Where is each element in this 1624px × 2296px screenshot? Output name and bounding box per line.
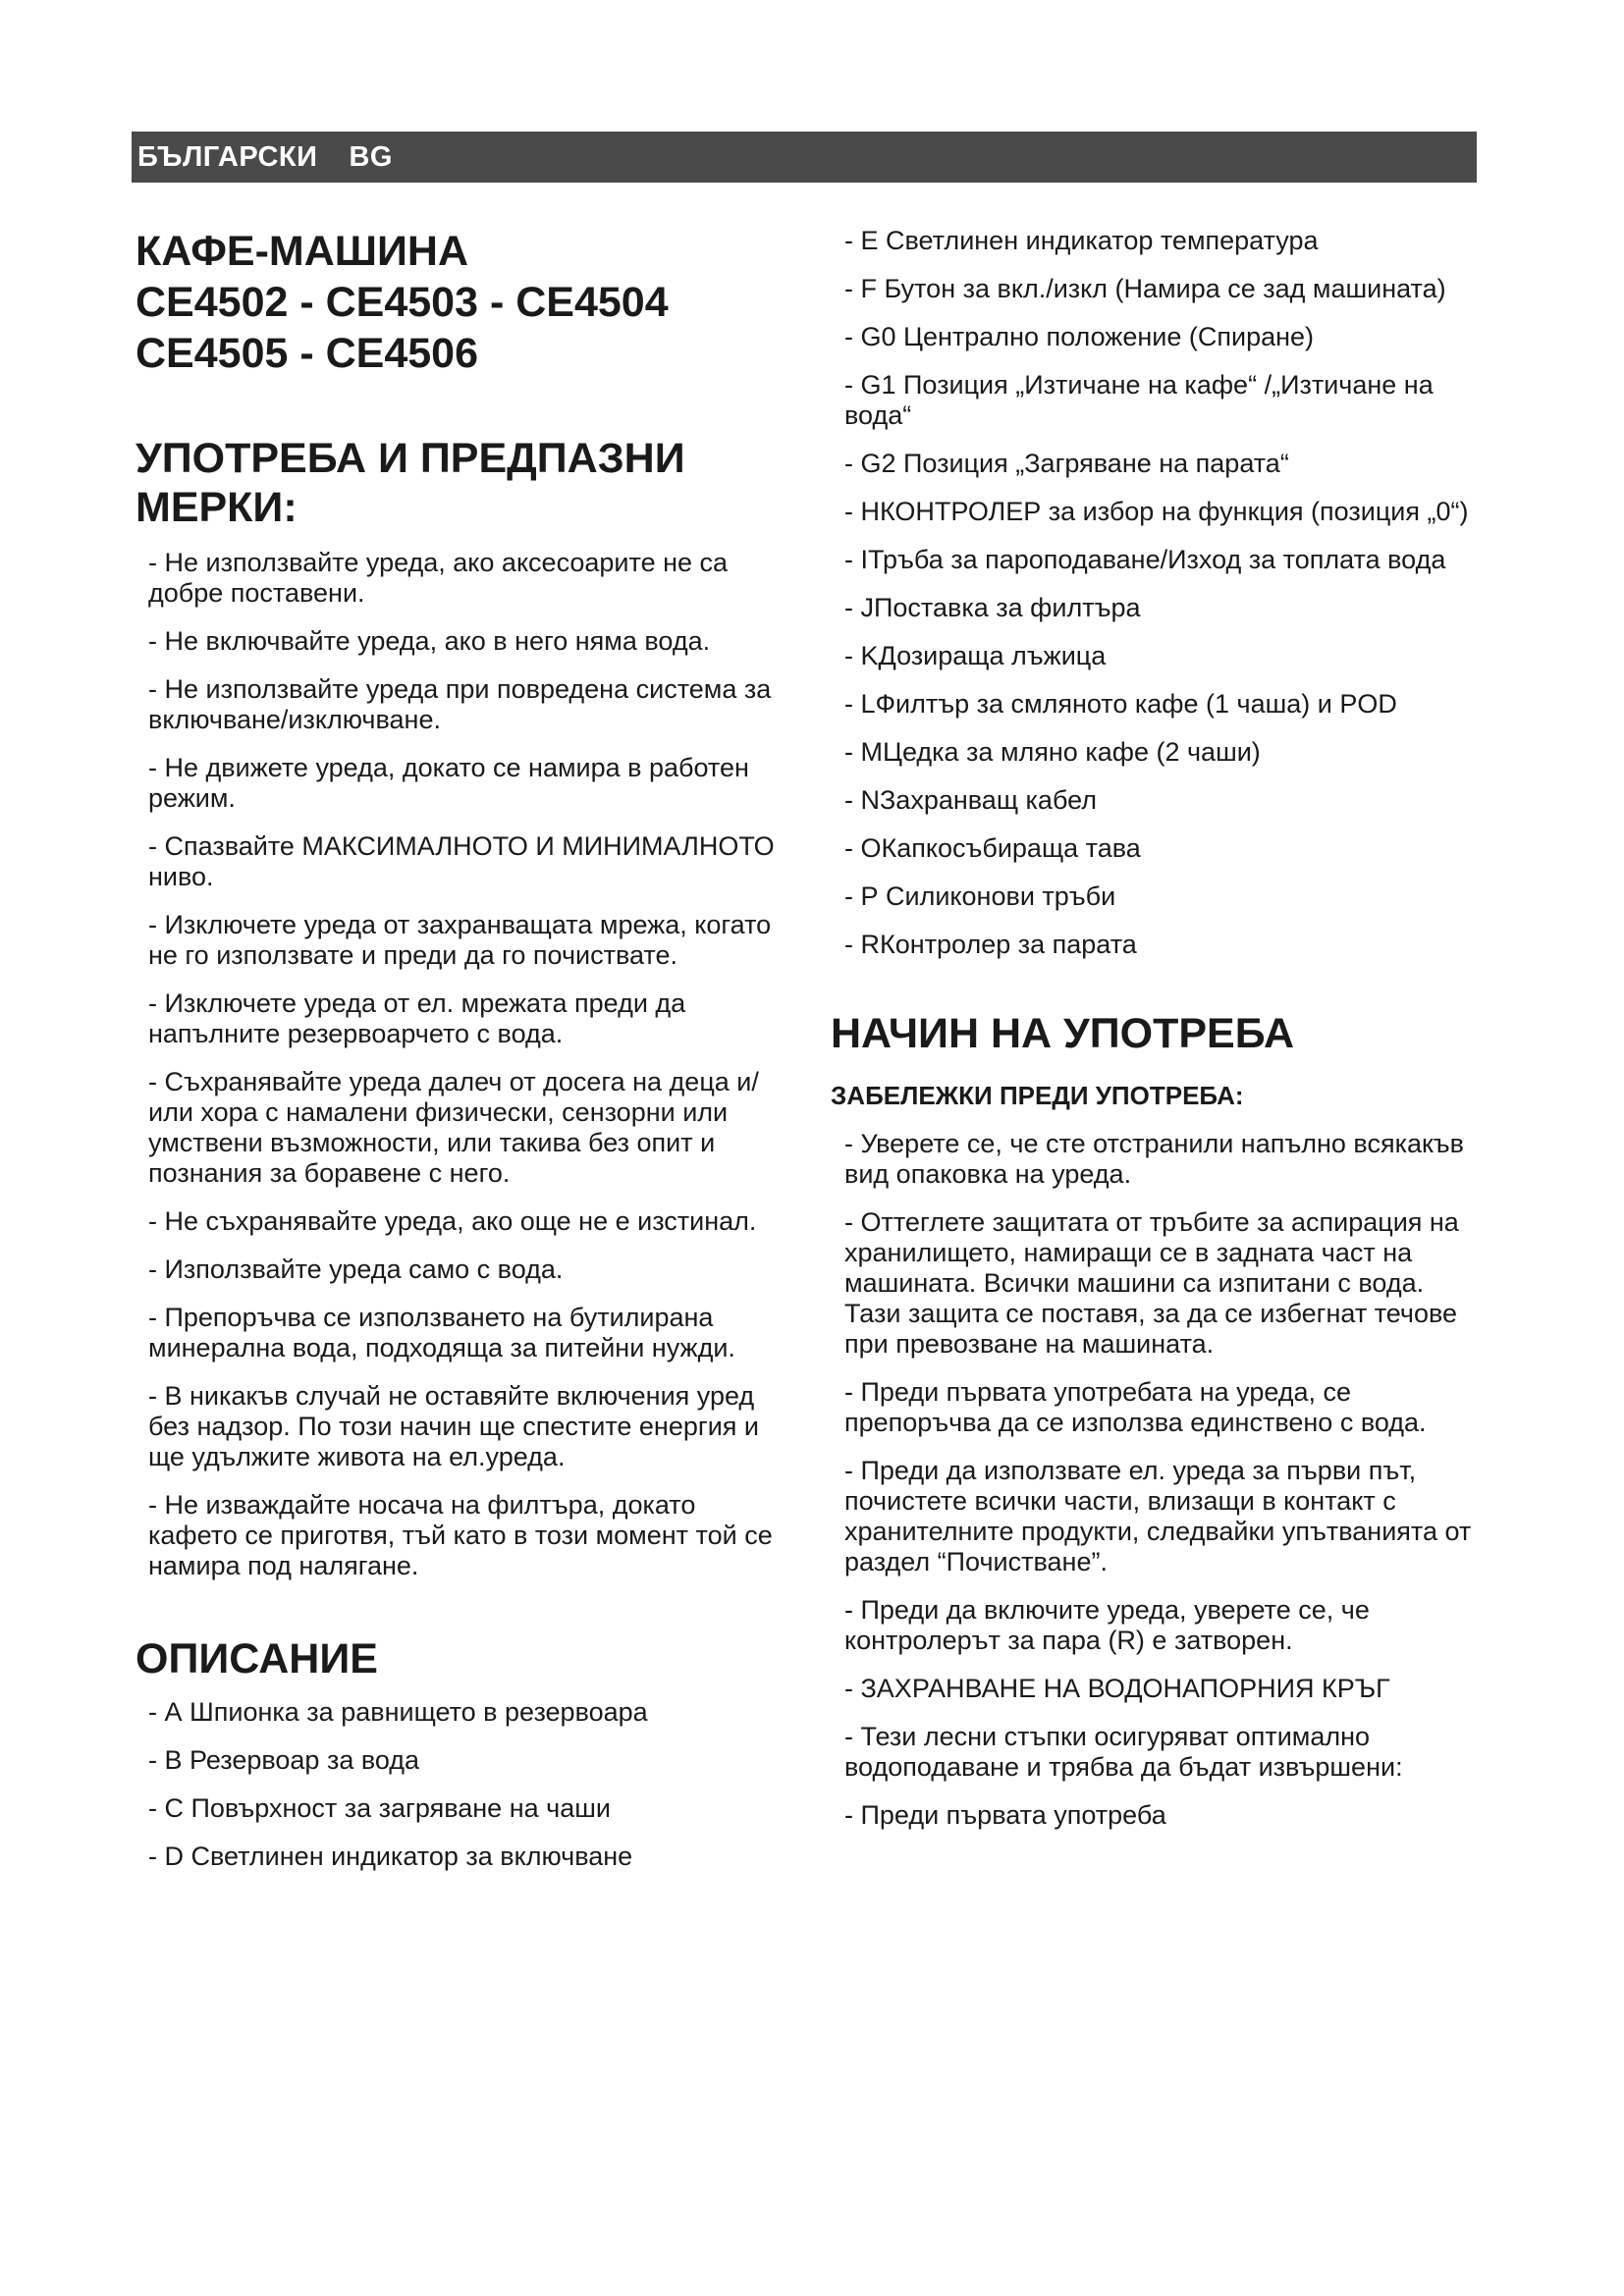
description-list-right: [827, 226, 1475, 960]
description-item: - МЦедка за мляно кафе (2 чаши): [844, 737, 1261, 767]
precaution-item: - Изключете уреда от захранващата мрежа, когато не го използвате и преди да го почиствате.: [148, 910, 772, 970]
description-item: - JПоставка за филтъра: [844, 593, 1141, 622]
language-code: BG: [349, 141, 393, 173]
description-item: - В Резервоар за вода: [148, 1745, 420, 1775]
usage-note-item: - Уверете се, че сте отстранили напълно всякакъв вид опаковка на уреда.: [844, 1129, 1465, 1189]
precaution-item: - Не движете уреда, докато се намира в работен режим.: [148, 753, 749, 813]
description-list-left: [132, 1697, 791, 1872]
description-item: - IТръба за пароподаване/Изход за топлата вода: [844, 545, 1446, 574]
usage-notes-list: [827, 1129, 1475, 1831]
description-item: - НКОНТРОЛЕР за избор на функция (позиция „0“): [844, 497, 1469, 526]
precaution-item: - Не използвайте уреда при повредена система за включване/изключване.: [148, 674, 772, 734]
precaution-item: - Изключете уреда от ел. мрежата преди да напълните резервоарчето с вода.: [148, 988, 686, 1048]
description-item: - Р Силиконови тръби: [844, 881, 1116, 911]
language-header-bar: [132, 132, 1477, 183]
description-item: - RКонтролер за парата: [844, 930, 1137, 959]
product-title: [135, 226, 791, 379]
description-item: - G1 Позиция „Изтичане на кафе“ /„Изтичане на вода“: [844, 370, 1434, 430]
language-label: БЪЛГАРСКИ: [137, 141, 318, 173]
usage-note-item: - Оттеглете защитата от тръбите за аспирация на хранилището, намиращи се в задната част на машината. Всички машини са изпитани с вода. Тази защита се поставя, за да се избегнат течове при превозване на машината.: [844, 1207, 1459, 1359]
precautions-heading: [135, 434, 791, 532]
precaution-item: - Не включвайте уреда, ако в него няма вода.: [148, 626, 711, 656]
usage-note-item: - Преди да включите уреда, уверете се, че контролерът за пара (R) е затворен.: [844, 1595, 1370, 1655]
usage-note-item: - ЗАХРАНВАНЕ НА ВОДОНАПОРНИЯ КРЪГ: [844, 1674, 1390, 1703]
precautions-heading-line-1: УПОТРЕБА И ПРЕДПАЗНИ: [135, 435, 685, 482]
left-column: [132, 218, 791, 1890]
description-item: - ОКапкосъбираща тава: [844, 833, 1141, 863]
description-item: - А Шпионка за равнището в резервоара: [148, 1697, 648, 1727]
precautions-heading-line-2: МЕРКИ:: [135, 484, 298, 531]
precaution-item: - Не съхранявайте уреда, ако още не е изстинал.: [148, 1206, 757, 1236]
usage-heading: НАЧИН НА УПОТРЕБА: [831, 1010, 1295, 1057]
precaution-item: - Препоръчва се използването на бутилирана минерална вода, подходяща за питейни нужди.: [148, 1303, 735, 1362]
usage-note-item: - Тези лесни стъпки осигуряват оптимално водоподаване и трябва да бъдат извършени:: [844, 1722, 1403, 1782]
description-item: - G0 Централно положение (Спиране): [844, 322, 1315, 351]
precautions-list: [132, 548, 791, 1581]
precaution-item: - Спазвайте МАКСИМАЛНОТО И МИНИМАЛНОТО ниво.: [148, 831, 775, 891]
precaution-item: - Съхранявайте уреда далеч от досега на деца и/или хора с намалени физически, сензорни или умствени възможности, или такива без опит и познания за боравене с него.: [148, 1067, 759, 1188]
description-item: - С Повърхност за загряване на чаши: [148, 1793, 611, 1823]
description-item: - Е Светлинен индикатор температура: [844, 226, 1319, 255]
product-title-line-1: КАФЕ-МАШИНА: [135, 228, 469, 275]
description-item: - LФилтър за смляното кафе (1 чаша) и POD: [844, 689, 1397, 719]
description-heading: ОПИСАНИЕ: [135, 1635, 378, 1682]
description-item: - F Бутон за вкл./изкл (Намира се зад машината): [844, 274, 1446, 303]
description-item: - D Светлинен индикатор за включване: [148, 1842, 633, 1871]
usage-note-item: - Преди първата употребата на уреда, се препоръчва да се използва единствено с вода.: [844, 1377, 1427, 1437]
description-item: - G2 Позиция „Загряване на парата“: [844, 449, 1289, 478]
description-item: - KДозираща лъжица: [844, 641, 1107, 670]
right-column: [827, 218, 1475, 1848]
usage-note-item: - Преди първата употреба: [844, 1800, 1166, 1830]
precaution-item: - Използвайте уреда само с вода.: [148, 1255, 564, 1284]
precaution-item: - Не използвайте уреда, ако аксесоарите не са добре поставени.: [148, 548, 729, 608]
description-item: - NЗахранващ кабел: [844, 785, 1097, 815]
usage-note-item: - Преди да използвате ел. уреда за първи път, почистете всички части, влизащи в контакт с хранителните продукти, следвайки упътванията от раздел “Почистване”.: [844, 1456, 1472, 1576]
usage-notes-subheading: ЗАБЕЛЕЖКИ ПРЕДИ УПОТРЕБА:: [831, 1081, 1244, 1110]
product-title-line-3: CE4505 - CE4506: [135, 330, 478, 377]
product-title-line-2: CE4502 - CE4503 - CE4504: [135, 279, 669, 326]
precaution-item: - В никакъв случай не оставяйте включения уред без надзор. По този начин ще спестите енергия и ще удължите живота на ел.уреда.: [148, 1381, 760, 1471]
precaution-item: - Не изваждайте носача на филтъра, докато кафето се приготвя, тъй като в този момент той се намира под налягане.: [148, 1490, 773, 1580]
